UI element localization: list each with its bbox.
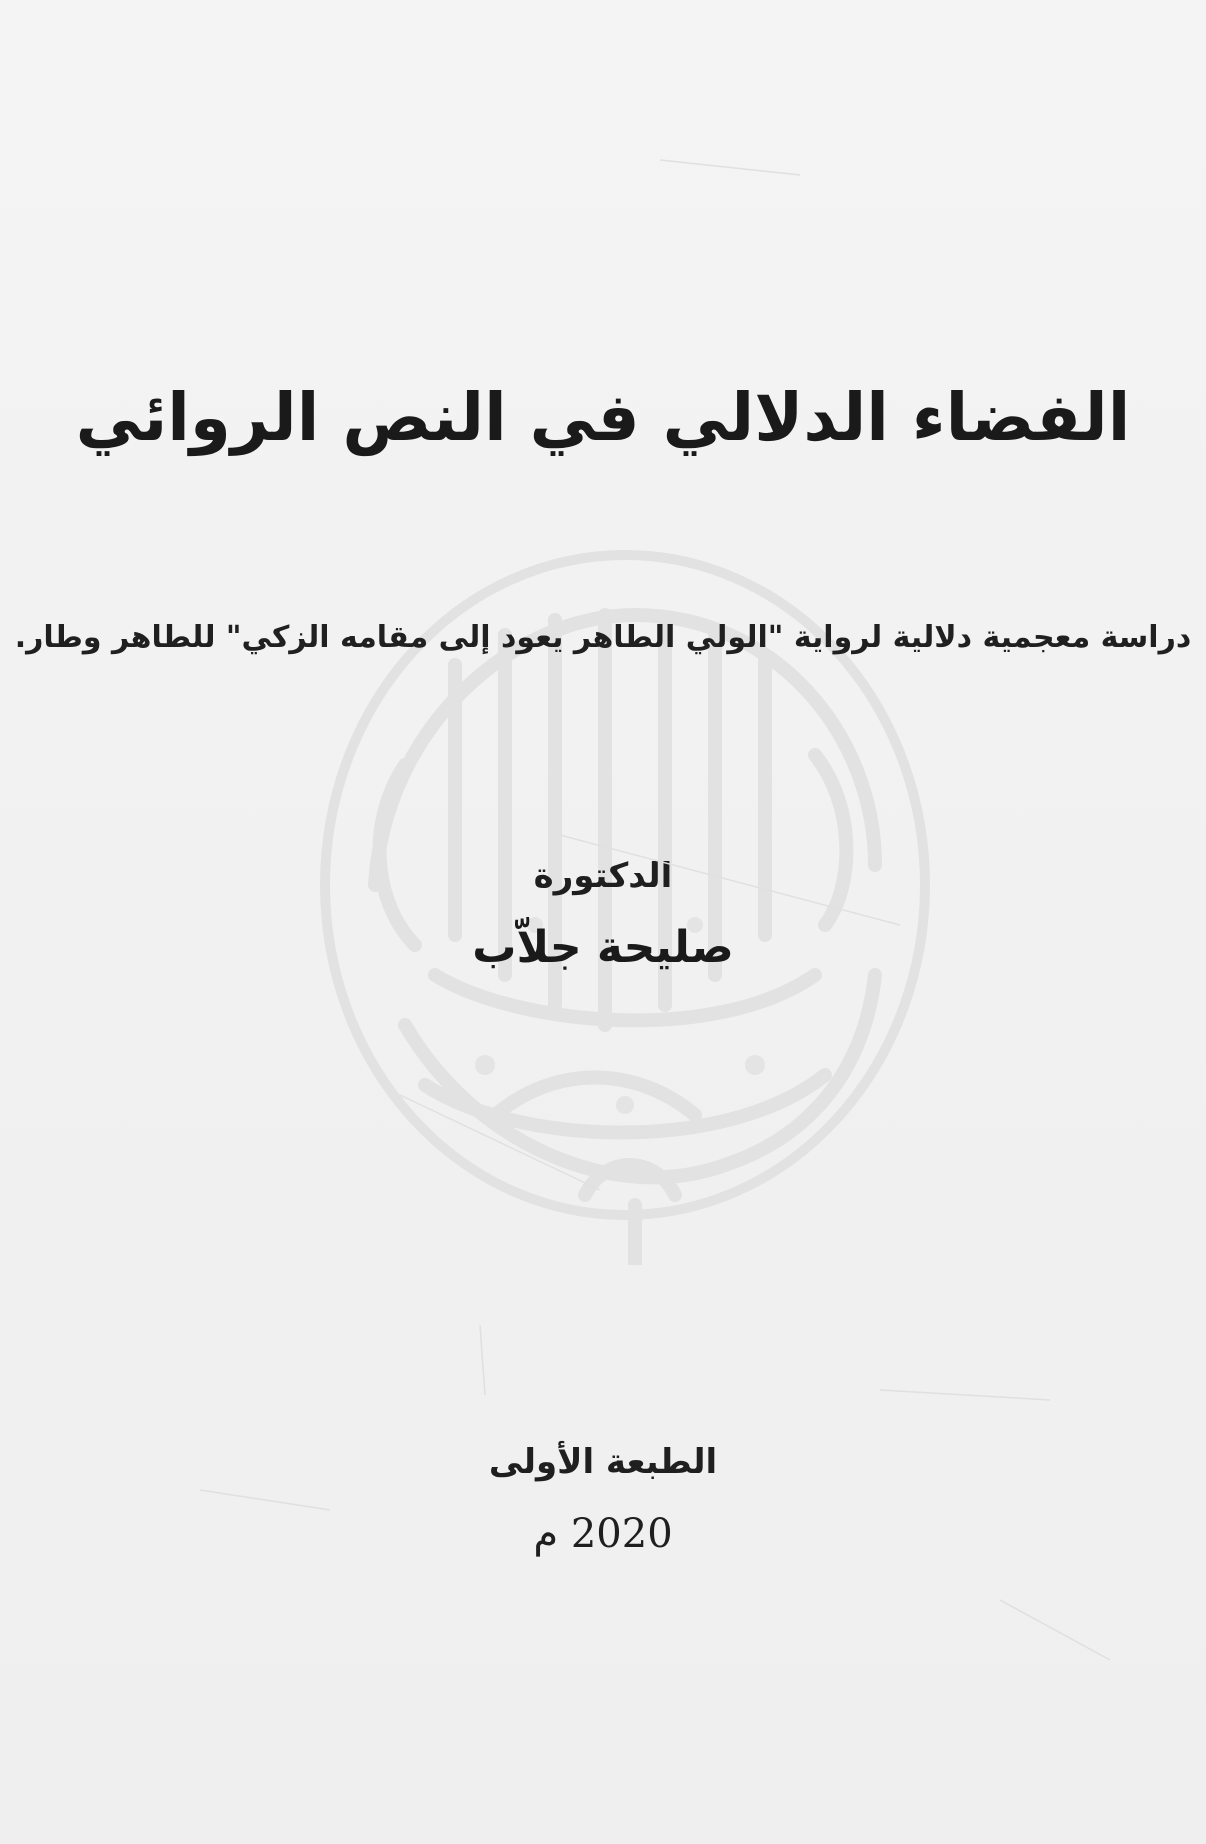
edition-label: الطبعة الأولى — [488, 1442, 718, 1482]
publication-year: 2020 م — [533, 1511, 673, 1557]
book-title: الفضاء الدلالي في النص الروائي — [75, 379, 1131, 456]
author-title-label: الدكتورة — [533, 856, 673, 896]
author-name: صليحة جلاّب — [472, 922, 734, 973]
book-subtitle: دراسة معجمية دلالية لرواية "الولي الطاهر يعود إلى مقامه الزكي" للطاهر وطار. — [14, 620, 1192, 655]
